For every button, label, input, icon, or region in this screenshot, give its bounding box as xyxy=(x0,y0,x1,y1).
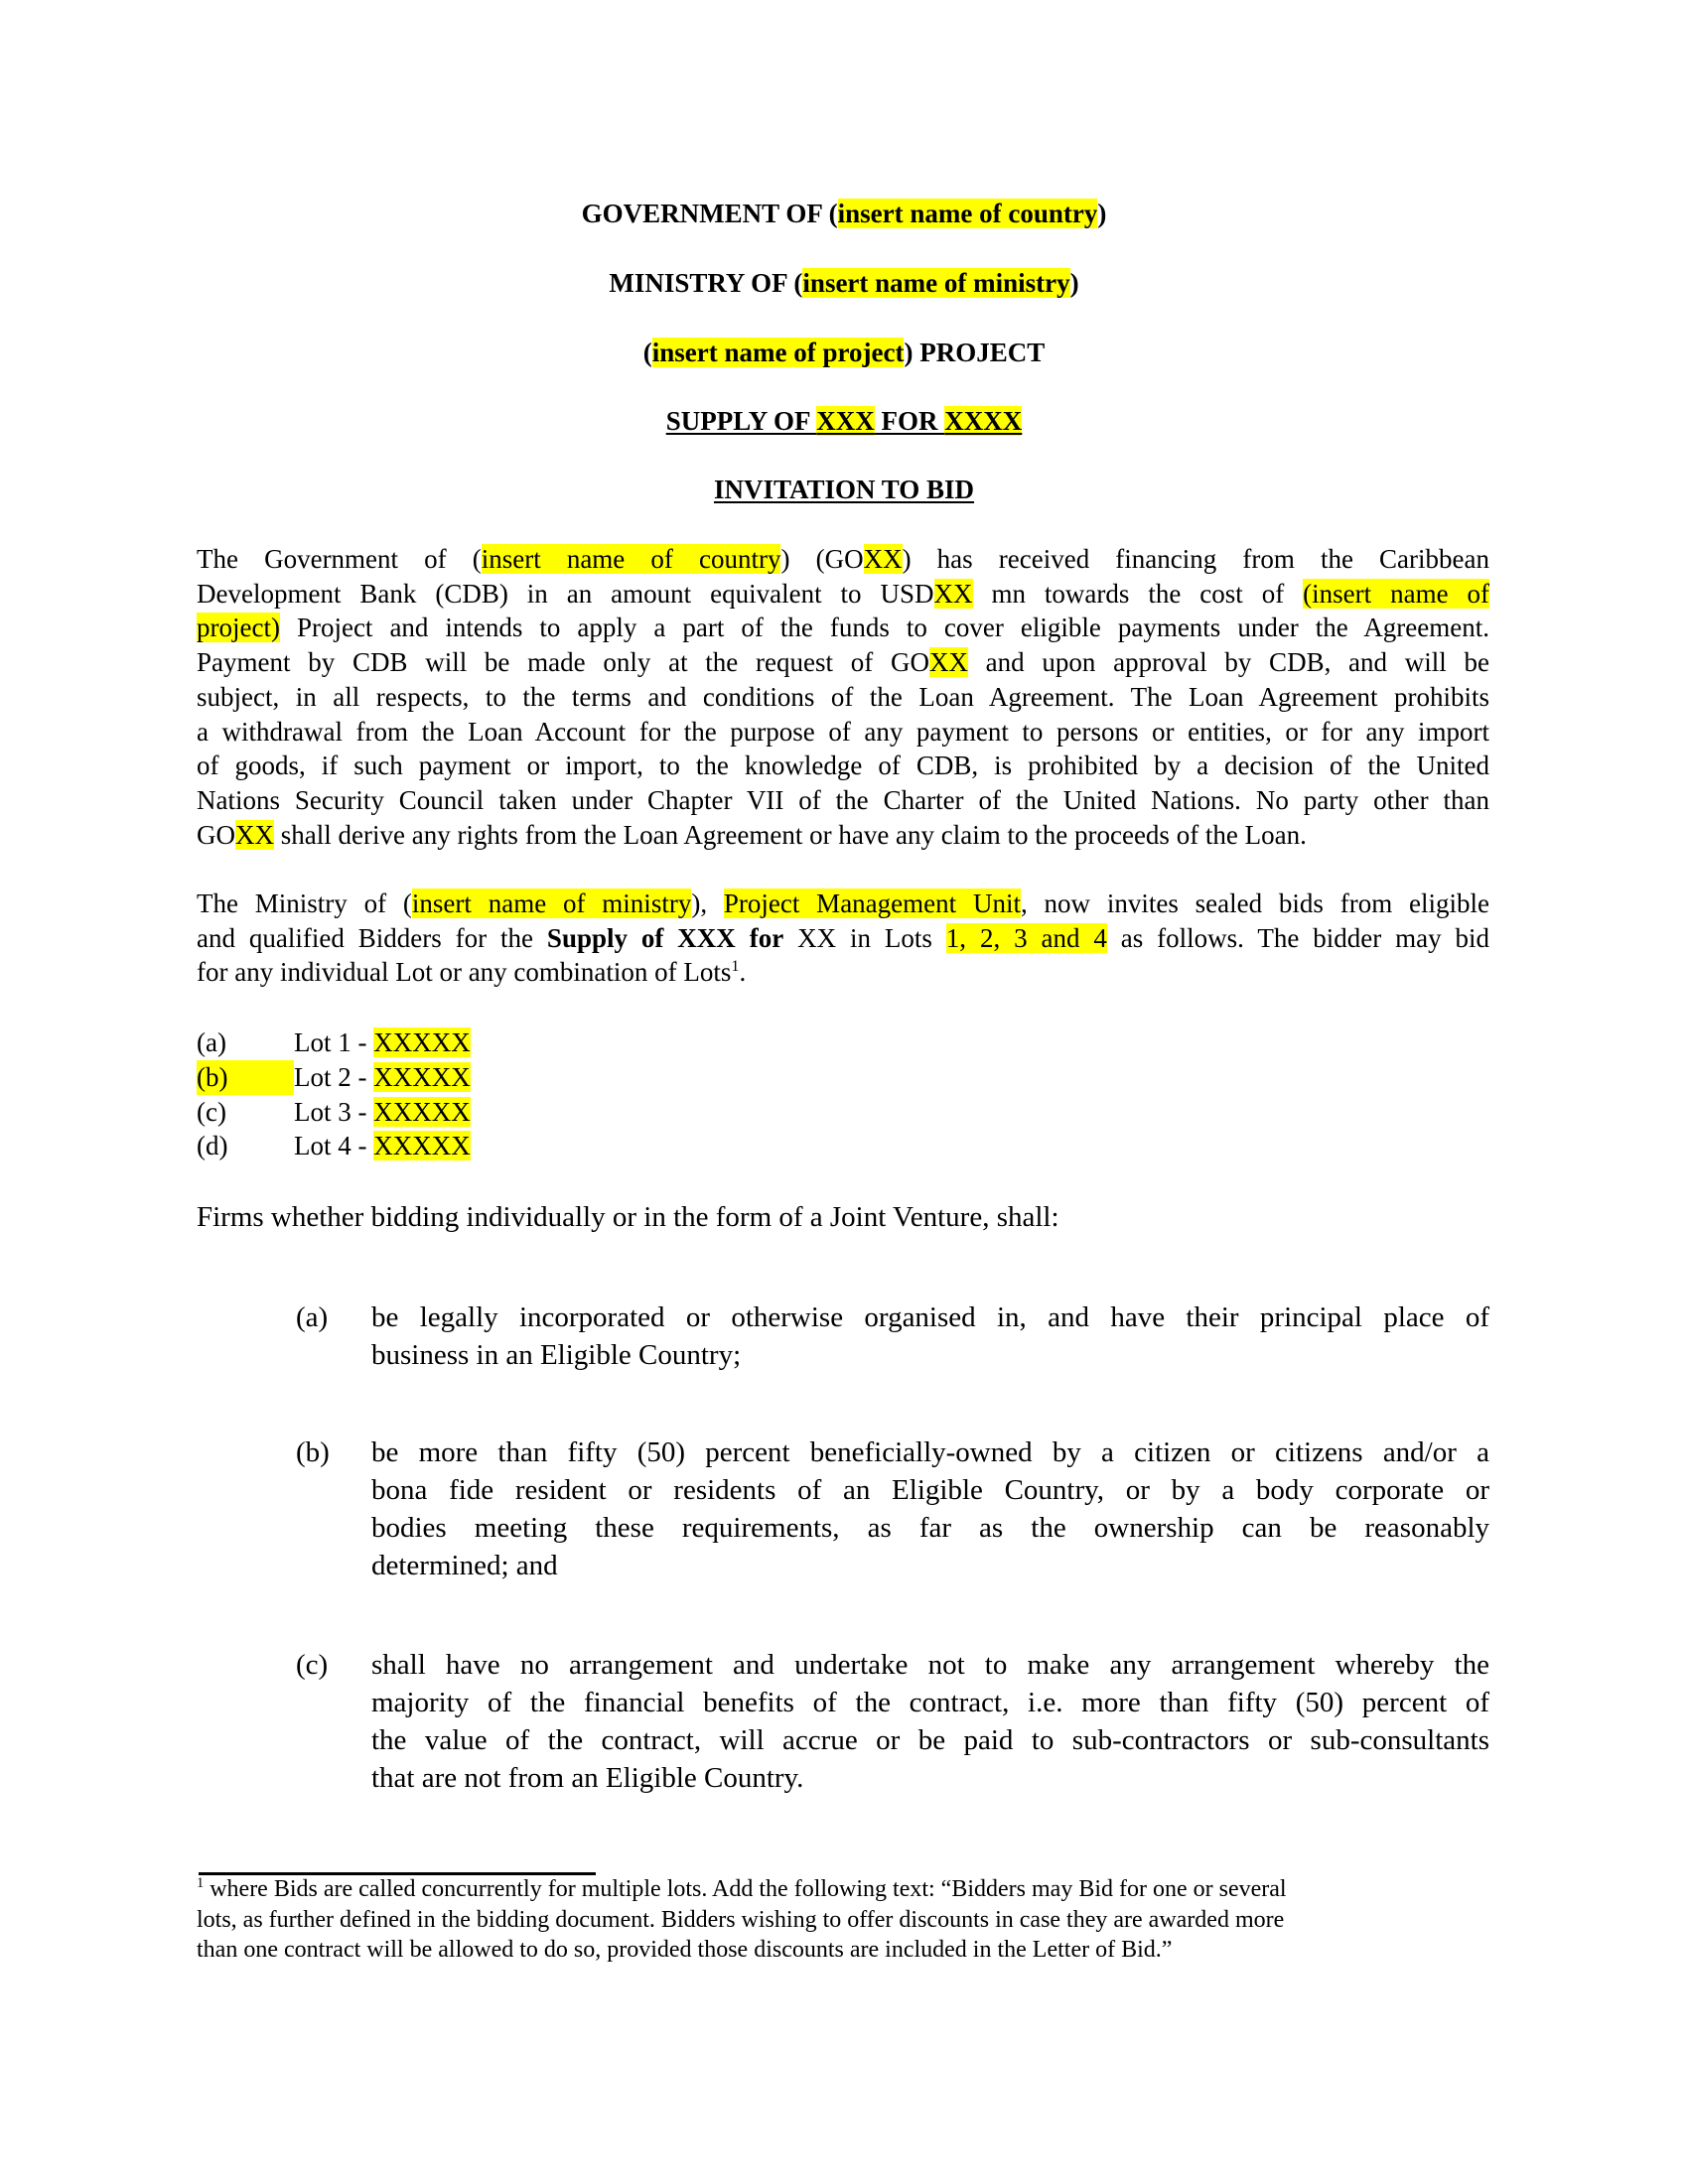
paragraph-line xyxy=(197,818,1489,853)
footnote-line: lots, as further defined in the bidding document. Bidders wishing to offer discounts in case they are awarded more xyxy=(197,1906,1285,1933)
lot-text xyxy=(294,1025,471,1060)
text: The Government of ( xyxy=(197,544,482,574)
text: Lot 2 - xyxy=(294,1062,374,1092)
title-government xyxy=(0,197,1688,230)
requirement-label: (a) xyxy=(296,1301,329,1333)
requirement-text xyxy=(371,1298,1489,1374)
placeholder-project: insert name of project xyxy=(651,338,905,367)
placeholder-lot-name: XXXXX xyxy=(373,1131,471,1160)
requirement-line: the value of the contract, will accrue or be paid to sub-contractors or sub-consultants xyxy=(371,1724,1489,1756)
title-text: ) xyxy=(1069,268,1079,298)
text: and upon approval by CDB, and will be xyxy=(967,647,1489,678)
requirement-line: determined; and xyxy=(371,1550,558,1581)
text: shall derive any rights from the Loan Agreement or have any claim to the proceeds of the Loan. xyxy=(274,819,1307,850)
paragraph-line xyxy=(197,611,1489,645)
requirement-line: be legally incorporated or otherwise organised in, and have their principal place of xyxy=(371,1301,1489,1333)
placeholder-code: XX xyxy=(928,647,968,678)
placeholder-country: insert name of country xyxy=(837,199,1098,228)
footnote-line: than one contract will be allowed to do so, provided those discounts are included in the Letter of Bid.” xyxy=(197,1937,1173,1963)
text: Payment by CDB will be made only at the request of GO xyxy=(197,647,929,678)
placeholder-project: project) xyxy=(197,613,280,643)
requirement-text xyxy=(371,1433,1489,1584)
title-text: FOR xyxy=(874,406,945,436)
text: Lot 3 - xyxy=(294,1097,374,1127)
title-supply xyxy=(0,404,1688,438)
paragraph-line: a withdrawal from the Loan Account for the purpose of any payment to persons or entities, or for any import xyxy=(197,716,1489,747)
lot-label: (a) xyxy=(197,1027,226,1057)
title-project xyxy=(0,336,1688,369)
title-invitation-to-bid: INVITATION TO BID xyxy=(713,475,975,504)
placeholder-lot-name: XXXXX xyxy=(373,1062,471,1092)
footnote-line xyxy=(197,1874,1448,1905)
placeholder-country: insert name of country xyxy=(481,544,781,574)
title-text: MINISTRY OF ( xyxy=(609,268,803,298)
placeholder-unit: Project Management Unit xyxy=(723,888,1021,918)
lot-text xyxy=(294,1095,471,1130)
placeholder-ministry: insert name of ministry xyxy=(802,268,1070,298)
lot-label: (d) xyxy=(197,1131,228,1160)
paragraph-financing xyxy=(197,542,1489,852)
requirement-line: majority of the financial benefits of the contract, i.e. more than fifty (50) percent of xyxy=(371,1687,1489,1718)
requirement-line: bona fide resident or residents of an Eligible Country, or by a body corporate or xyxy=(371,1474,1489,1506)
placeholder-lots: 1, 2, 3 and 4 xyxy=(945,922,1107,953)
footnote xyxy=(197,1874,1448,1966)
bold-text: of XXX xyxy=(628,922,750,953)
footnote-reference[interactable]: 1 xyxy=(731,957,740,976)
placeholder-supply-purpose: XXXX xyxy=(944,406,1023,436)
bold-text: Supply xyxy=(546,922,628,953)
title-text: GOVERNMENT OF ( xyxy=(581,199,838,228)
title-text: ( xyxy=(642,338,652,367)
paragraph-line xyxy=(197,542,1489,577)
placeholder-lot-name: XXXXX xyxy=(373,1097,471,1127)
requirement-line: bodies meeting these requirements, as far as the ownership can be reasonably xyxy=(371,1512,1489,1544)
text: Development Bank (CDB) in an amount equivalent to USD xyxy=(197,578,934,609)
text: mn towards the cost of xyxy=(972,578,1304,609)
text: and qualified Bidders for the xyxy=(197,922,547,953)
bold-text: for xyxy=(749,922,784,953)
lot-label: (c) xyxy=(197,1097,226,1127)
text: ), xyxy=(691,888,724,918)
placeholder-supply-item: XXX xyxy=(816,406,875,436)
lot-text xyxy=(294,1060,471,1095)
lot-text xyxy=(294,1129,471,1163)
requirement-label: (b) xyxy=(296,1436,330,1468)
text: ) has received financing from the Caribbean xyxy=(902,544,1490,574)
text: ) (GO xyxy=(780,544,864,574)
title-text: SUPPLY OF xyxy=(665,406,817,436)
paragraph-line xyxy=(197,645,1489,680)
footnote-number: 1 xyxy=(197,1875,205,1891)
placeholder-lot-name: XXXXX xyxy=(373,1027,471,1057)
placeholder-code: XX xyxy=(235,819,274,850)
title-ministry xyxy=(0,266,1688,300)
paragraph-line: subject, in all respects, to the terms and conditions of the Loan Agreement. The Loan Agreement prohibits xyxy=(197,681,1489,712)
text: , now invites sealed bids from eligible xyxy=(1020,888,1490,918)
text: GO xyxy=(197,819,235,850)
firms-intro: Firms whether bidding individually or in the form of a Joint Venture, shall: xyxy=(197,1201,1059,1233)
placeholder-project: (insert name of xyxy=(1303,578,1490,609)
paragraph-invitation xyxy=(197,887,1489,990)
requirement-line: business in an Eligible Country; xyxy=(371,1339,742,1371)
text: for any individual Lot or any combination of Lots xyxy=(197,957,732,988)
text: The Ministry of ( xyxy=(197,888,412,918)
requirement-line: shall have no arrangement and undertake not to make any arrangement whereby the xyxy=(371,1649,1489,1681)
lot-label: (b) xyxy=(197,1060,294,1095)
paragraph-line xyxy=(197,577,1489,612)
text: Project and intends to apply a part of the funds to cover eligible payments under the Agreement. xyxy=(279,613,1489,643)
text: Lot 4 - xyxy=(294,1131,374,1160)
paragraph-line: of goods, if such payment or import, to the knowledge of CDB, is prohibited by a decision of the United xyxy=(197,751,1489,781)
placeholder-ministry: insert name of ministry xyxy=(411,888,692,918)
requirement-line: that are not from an Eligible Country. xyxy=(371,1762,804,1794)
text: . xyxy=(739,957,747,988)
placeholder-amount: XX xyxy=(933,578,973,609)
paragraph-line xyxy=(197,887,1489,921)
requirement-line: be more than fifty (50) percent beneficially-owned by a citizen or citizens and/or a xyxy=(371,1436,1489,1468)
text: Lot 1 - xyxy=(294,1027,374,1057)
text: as follows. The bidder may bid xyxy=(1106,922,1489,953)
requirement-label: (c) xyxy=(296,1649,329,1681)
requirement-text xyxy=(371,1646,1489,1797)
paragraph-line xyxy=(197,921,1489,956)
paragraph-line xyxy=(197,955,1489,990)
placeholder-code: XX xyxy=(863,544,903,574)
title-text: ) PROJECT xyxy=(904,338,1046,367)
paragraph-line: Nations Security Council taken under Chapter VII of the Charter of the United Nations. No party other than xyxy=(197,784,1489,815)
text: XX in Lots xyxy=(783,922,946,953)
title-text: ) xyxy=(1097,199,1107,228)
text: where Bids are called concurrently for multiple lots. Add the following text: “Bidders may Bid for one or several xyxy=(204,1876,1287,1902)
